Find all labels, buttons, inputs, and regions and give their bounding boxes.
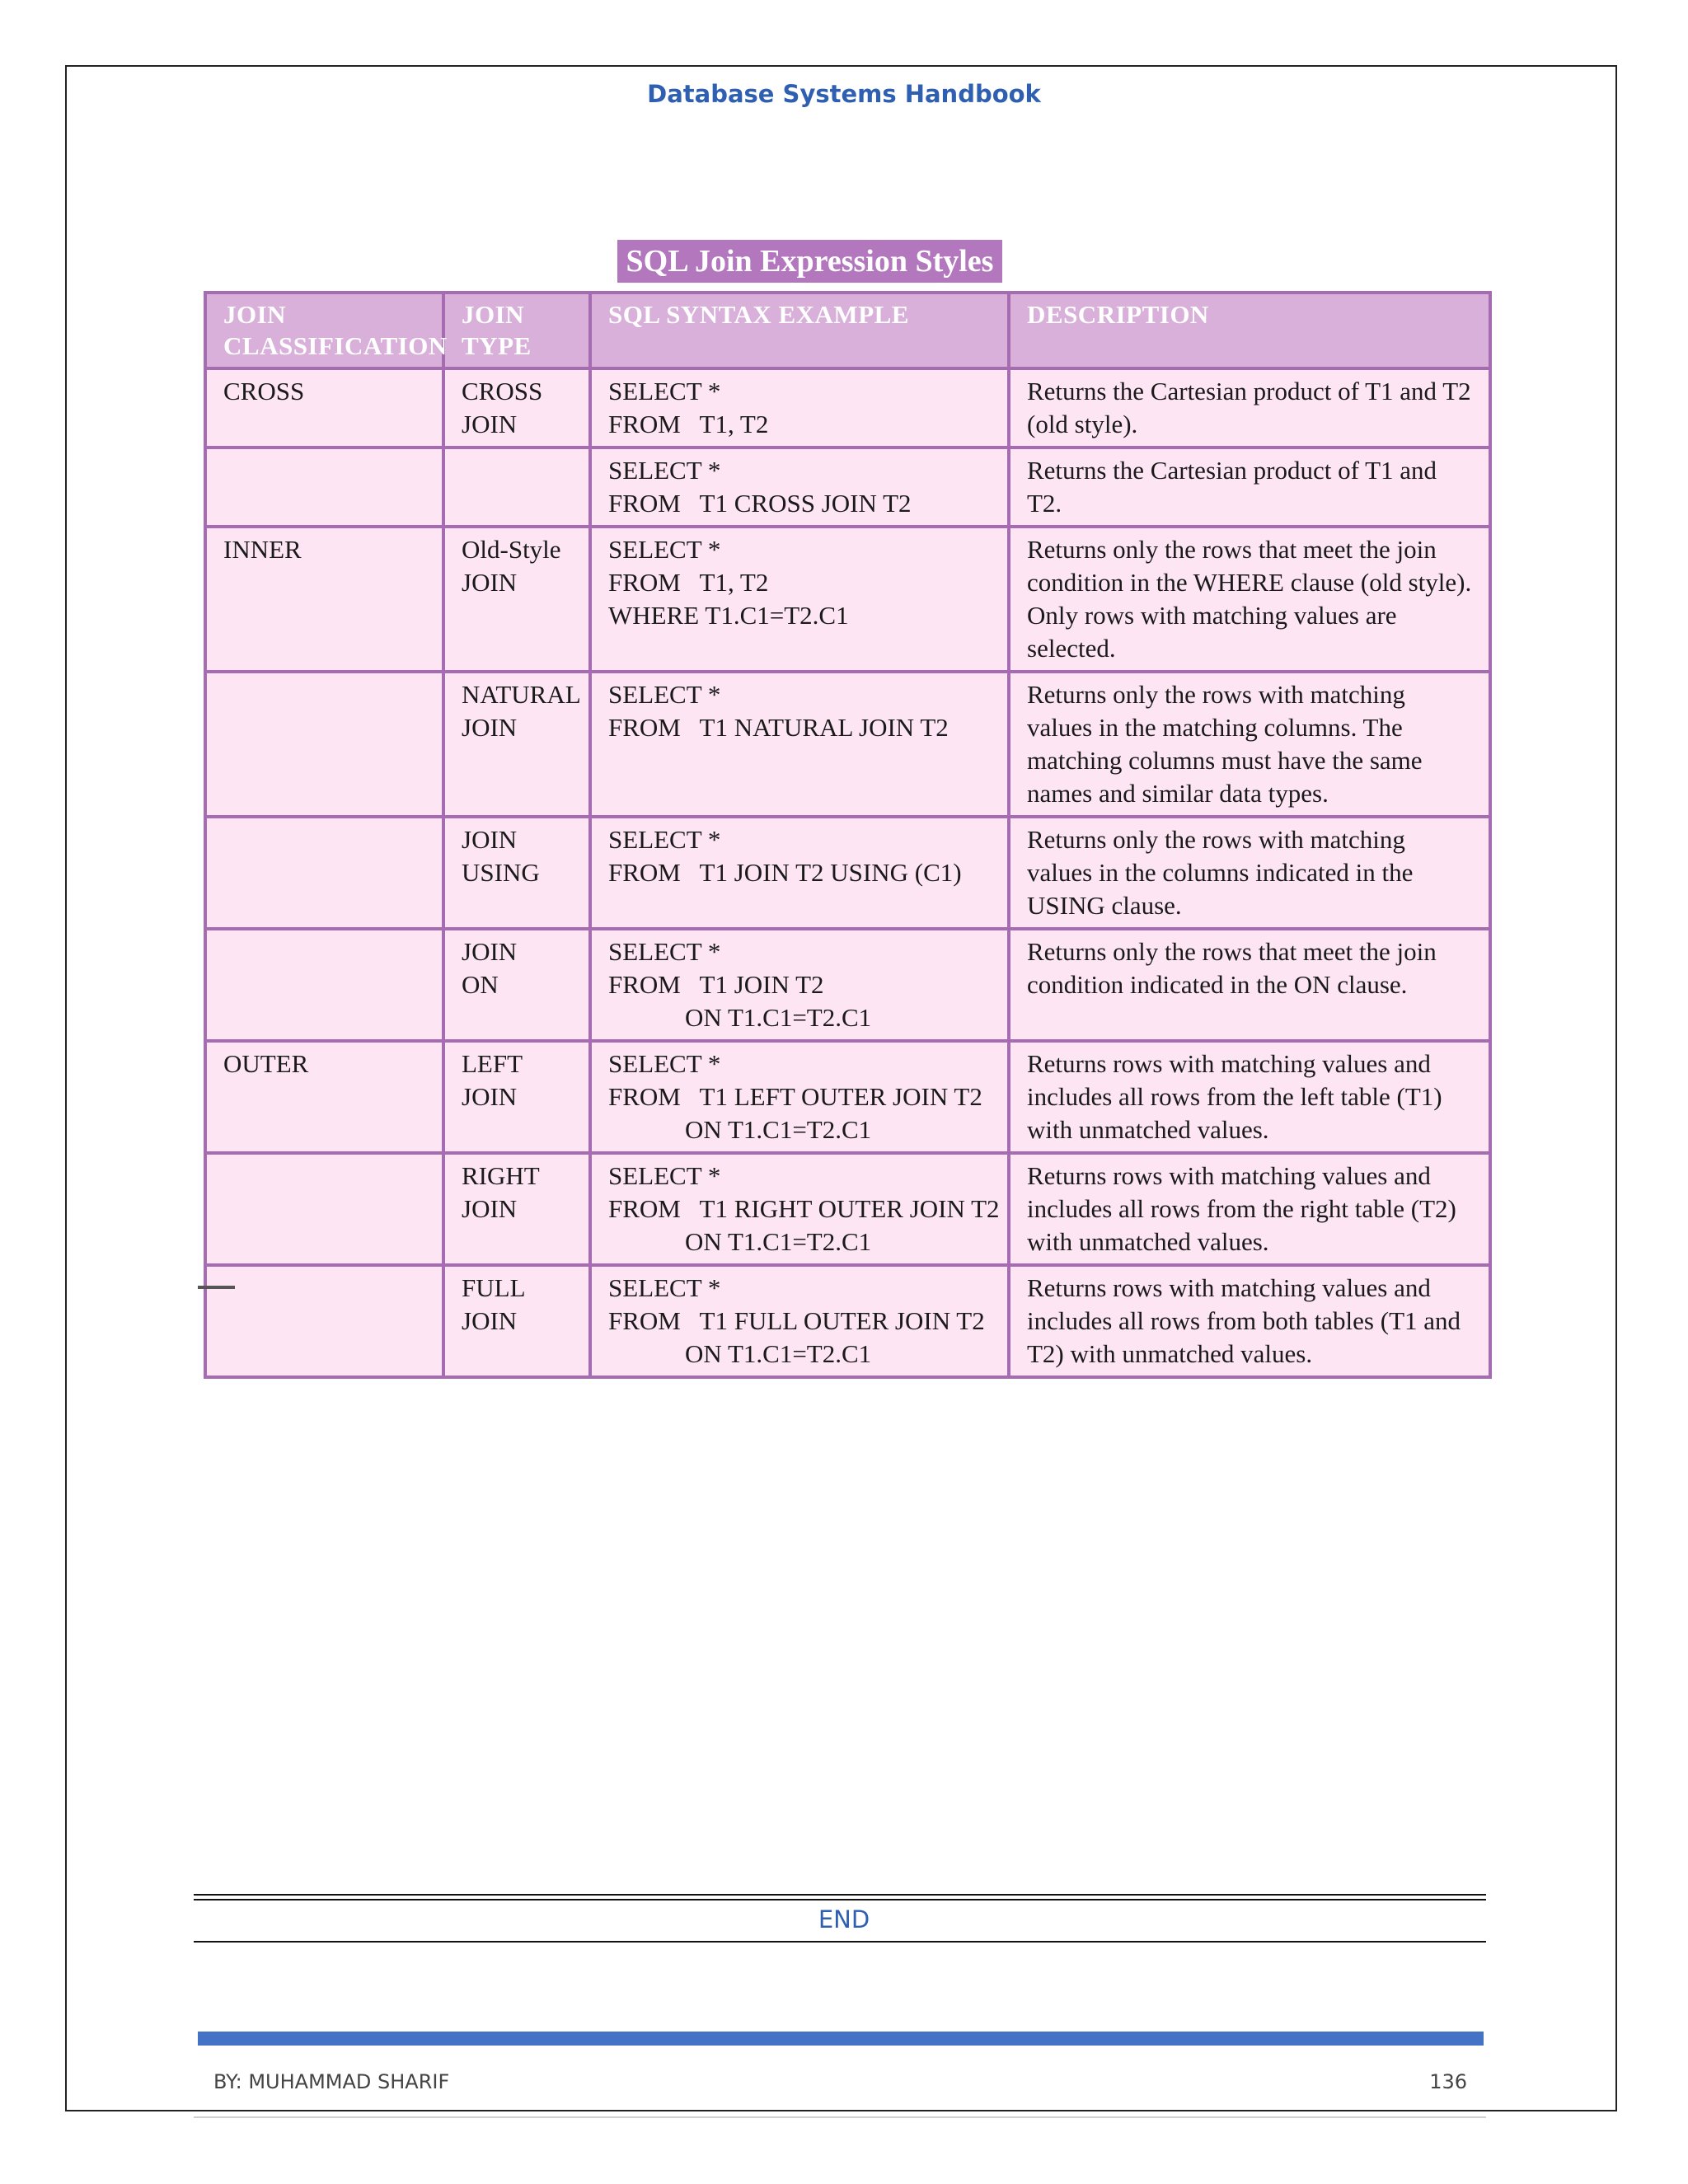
cell-sql-syntax <box>590 527 1009 672</box>
sql-syntax-line: FROM T1 JOIN T2 <box>608 970 824 999</box>
cell-join-type: CROSS JOIN <box>443 368 590 448</box>
page-header-title: Database Systems Handbook <box>647 80 1041 108</box>
cell-description: Returns the Cartesian product of T1 and T2 (old style). <box>1009 368 1490 448</box>
sql-syntax-line: FROM T1, T2 <box>608 410 769 438</box>
table-title: SQL Join Expression Styles <box>617 240 1002 283</box>
table-row <box>205 672 1490 817</box>
sql-syntax-line: SELECT * <box>608 1273 721 1302</box>
cell-classification <box>205 817 443 929</box>
column-header-syntax: SQL SYNTAX EXAMPLE <box>590 293 1009 368</box>
table-row <box>205 448 1490 527</box>
cell-join-type: NATURAL JOIN <box>443 672 590 817</box>
column-header-type: JOIN TYPE <box>443 293 590 368</box>
sql-syntax-line: ON T1.C1=T2.C1 <box>608 1339 872 1368</box>
sql-syntax-line: SELECT * <box>608 377 721 405</box>
cell-description: Returns rows with matching values and includes all rows from the right table (T2) with unmatched values. <box>1009 1153 1490 1265</box>
cell-sql-syntax <box>590 672 1009 817</box>
sql-syntax-line: SELECT * <box>608 456 721 485</box>
sql-syntax-line: FROM T1 NATURAL JOIN T2 <box>608 713 949 742</box>
sql-syntax-line: FROM T1 CROSS JOIN T2 <box>608 489 912 518</box>
table-row <box>205 929 1490 1041</box>
footer-bar <box>198 2032 1484 2046</box>
cell-join-type: RIGHT JOIN <box>443 1153 590 1265</box>
cell-description: Returns the Cartesian product of T1 and T2. <box>1009 448 1490 527</box>
cell-classification <box>205 1153 443 1265</box>
cell-join-type: Old-Style JOIN <box>443 527 590 672</box>
footer-page-number: 136 <box>1429 2070 1467 2093</box>
end-rule-bottom <box>194 1941 1486 1943</box>
sql-syntax-line: ON T1.C1=T2.C1 <box>608 1115 872 1144</box>
cell-sql-syntax <box>590 448 1009 527</box>
column-header-classification: JOIN CLASSIFICATION <box>205 293 443 368</box>
end-rule-top-double <box>194 1899 1486 1900</box>
table-row <box>205 527 1490 672</box>
table-corner-mark <box>198 1286 235 1289</box>
table-row <box>205 817 1490 929</box>
cell-classification <box>205 929 443 1041</box>
footer-line <box>194 2116 1486 2118</box>
cell-join-type <box>443 448 590 527</box>
cell-classification <box>205 672 443 817</box>
sql-syntax-line: FROM T1 JOIN T2 USING (C1) <box>608 858 962 887</box>
table-row <box>205 1265 1490 1377</box>
cell-description: Returns rows with matching values and includes all rows from the left table (T1) with unmatched values. <box>1009 1041 1490 1153</box>
end-rule-top <box>194 1894 1486 1896</box>
sql-syntax-line: FROM T1 RIGHT OUTER JOIN T2 <box>608 1194 1000 1223</box>
column-header-description: DESCRIPTION <box>1009 293 1490 368</box>
cell-description: Returns rows with matching values and includes all rows from both tables (T1 and T2) with unmatched values. <box>1009 1265 1490 1377</box>
join-styles-table <box>204 291 1492 1379</box>
cell-sql-syntax <box>590 368 1009 448</box>
cell-join-type: JOIN USING <box>443 817 590 929</box>
table-row <box>205 1153 1490 1265</box>
cell-classification <box>205 1265 443 1377</box>
sql-syntax-line: FROM T1 FULL OUTER JOIN T2 <box>608 1306 985 1335</box>
cell-sql-syntax <box>590 929 1009 1041</box>
cell-classification <box>205 448 443 527</box>
cell-classification: CROSS <box>205 368 443 448</box>
table-row <box>205 1041 1490 1153</box>
cell-description: Returns only the rows with matching values in the columns indicated in the USING clause. <box>1009 817 1490 929</box>
sql-syntax-line: FROM T1, T2 <box>608 568 769 597</box>
cell-sql-syntax <box>590 817 1009 929</box>
sql-syntax-line: SELECT * <box>608 1049 721 1078</box>
sql-syntax-line: SELECT * <box>608 937 721 966</box>
sql-syntax-line: WHERE T1.C1=T2.C1 <box>608 601 849 630</box>
sql-syntax-line: SELECT * <box>608 680 721 709</box>
cell-sql-syntax <box>590 1265 1009 1377</box>
sql-syntax-line: SELECT * <box>608 1161 721 1190</box>
table-row <box>205 368 1490 448</box>
cell-join-type: LEFT JOIN <box>443 1041 590 1153</box>
cell-description: Returns only the rows that meet the join condition indicated in the ON clause. <box>1009 929 1490 1041</box>
sql-syntax-line: FROM T1 LEFT OUTER JOIN T2 <box>608 1082 982 1111</box>
table-body <box>205 368 1490 1377</box>
table-header-row <box>205 293 1490 368</box>
cell-join-type: JOIN ON <box>443 929 590 1041</box>
cell-description: Returns only the rows with matching values in the matching columns. The matching columns must have the same names and similar data types. <box>1009 672 1490 817</box>
cell-sql-syntax <box>590 1153 1009 1265</box>
sql-syntax-line: SELECT * <box>608 825 721 854</box>
cell-join-type: FULL JOIN <box>443 1265 590 1377</box>
end-label: END <box>818 1905 870 1933</box>
cell-description: Returns only the rows that meet the join condition in the WHERE clause (old style). Only rows with matching values are selected. <box>1009 527 1490 672</box>
cell-classification: INNER <box>205 527 443 672</box>
sql-syntax-line: ON T1.C1=T2.C1 <box>608 1227 872 1256</box>
footer-author: BY: MUHAMMAD SHARIF <box>213 2070 450 2093</box>
sql-syntax-line: SELECT * <box>608 535 721 564</box>
cell-classification: OUTER <box>205 1041 443 1153</box>
cell-sql-syntax <box>590 1041 1009 1153</box>
sql-syntax-line: ON T1.C1=T2.C1 <box>608 1003 872 1032</box>
